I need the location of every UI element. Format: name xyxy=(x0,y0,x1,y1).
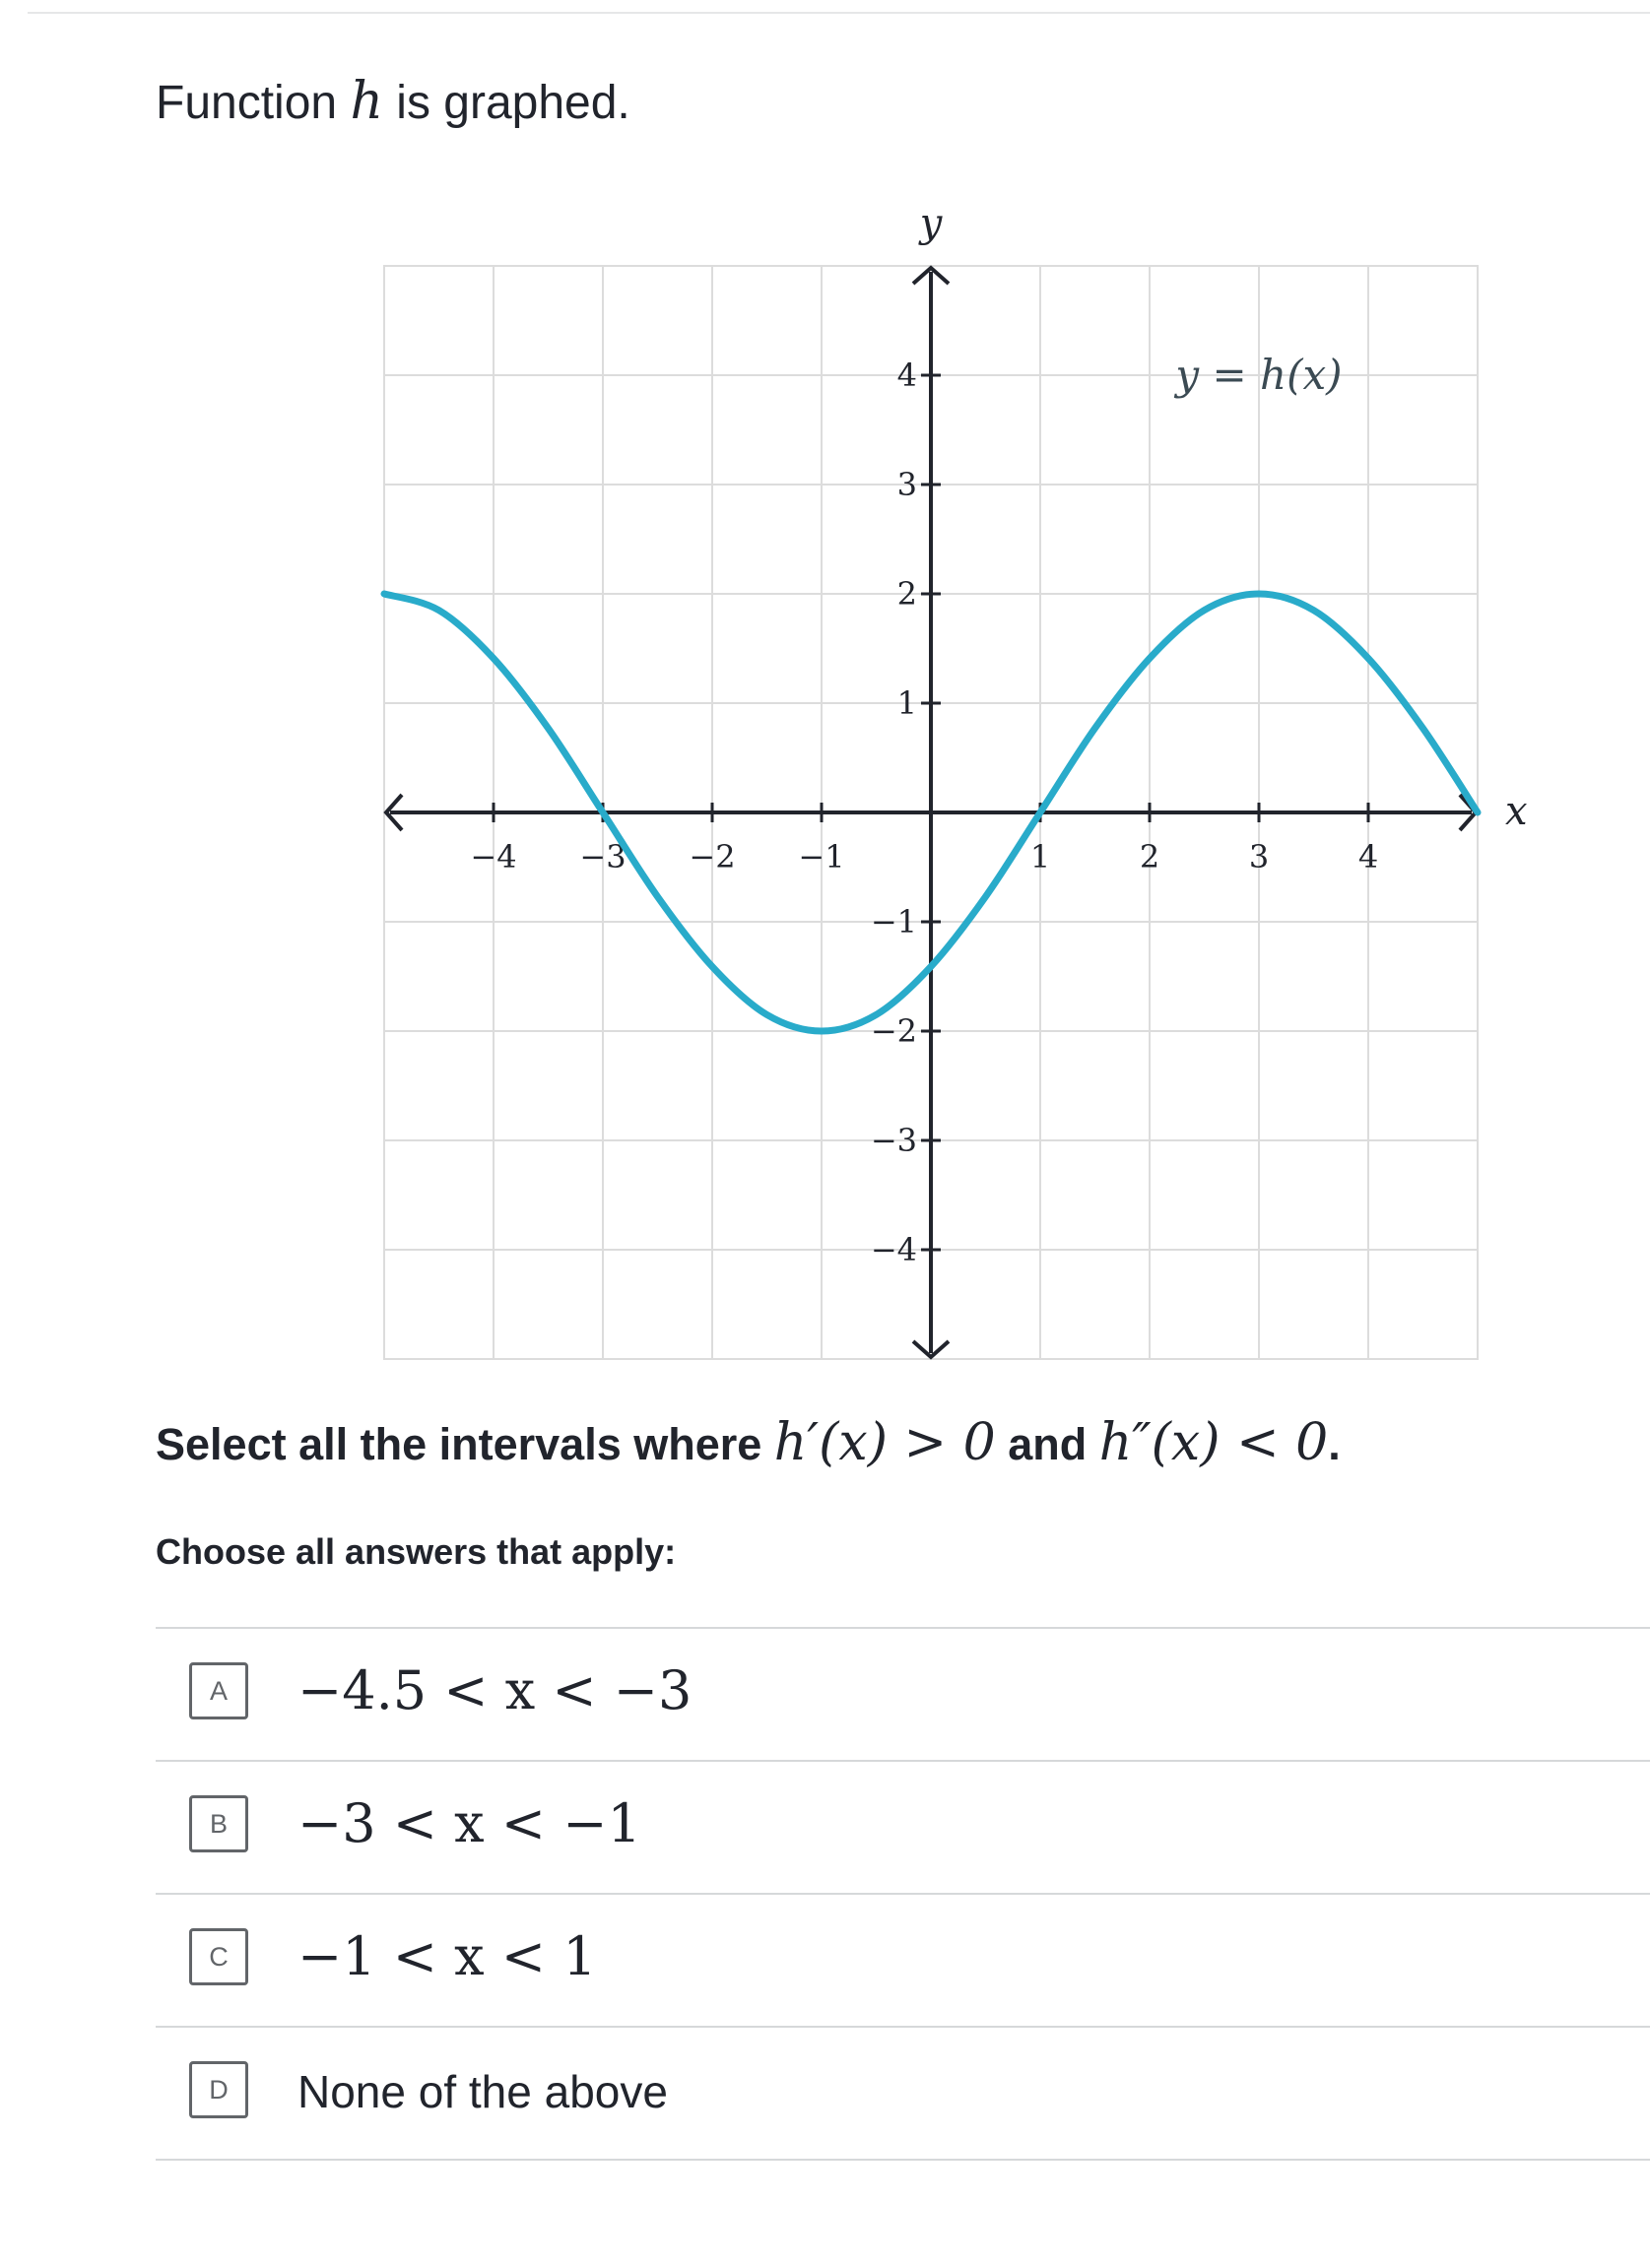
instruction-text: Choose all answers that apply: xyxy=(156,1531,677,1572)
question-math-2: h″(x) < 0 xyxy=(1098,1413,1329,1472)
choice-b-letter: B xyxy=(189,1795,248,1852)
choice-a[interactable] xyxy=(156,1629,1650,1762)
function-graph xyxy=(374,187,1547,1379)
y-tick-label: −1 xyxy=(870,903,917,940)
y-tick-label: 1 xyxy=(896,684,917,722)
top-divider xyxy=(28,12,1650,14)
choice-d-letter: D xyxy=(189,2061,248,2118)
x-tick-label: 2 xyxy=(1139,838,1160,875)
axes xyxy=(386,268,1476,1357)
x-tick-label: −1 xyxy=(798,838,845,875)
choice-a-text: −4.5 < x < −3 xyxy=(297,1659,693,1721)
choice-d[interactable] xyxy=(156,2028,1650,2161)
question-text-1: Select all the intervals where xyxy=(156,1419,774,1469)
prompt-text xyxy=(156,69,630,136)
question-text-2: and xyxy=(995,1419,1099,1469)
x-tick-label: 1 xyxy=(1029,838,1051,875)
y-tick-label: −4 xyxy=(870,1231,917,1268)
labels xyxy=(918,201,1528,834)
y-tick-label: −2 xyxy=(870,1012,917,1050)
x-tick-label: −3 xyxy=(579,838,627,875)
function-variable: h xyxy=(350,72,383,131)
y-tick-label: 3 xyxy=(896,466,917,503)
choice-a-letter: A xyxy=(189,1662,248,1719)
y-tick-label: 2 xyxy=(896,575,917,613)
question-text-3: . xyxy=(1328,1419,1341,1469)
x-tick-label: 4 xyxy=(1357,838,1379,875)
prompt-text-after: is graphed. xyxy=(382,77,630,129)
choice-c-letter: C xyxy=(189,1928,248,1985)
function-label: y = h(x) xyxy=(1175,351,1343,399)
prompt-text-before: Function xyxy=(156,77,351,129)
question-math-1: h′(x) > 0 xyxy=(773,1413,996,1472)
choice-b-text: −3 < x < −1 xyxy=(297,1792,641,1854)
choice-c-text: −1 < x < 1 xyxy=(297,1925,597,1987)
x-tick-label: −2 xyxy=(689,838,736,875)
answer-choices xyxy=(156,1627,1650,2161)
question-text xyxy=(156,1408,1341,1479)
y-axis-label: y xyxy=(919,201,943,246)
choice-d-text: None of the above xyxy=(297,2066,668,2117)
x-tick-label: 3 xyxy=(1248,838,1270,875)
choice-b[interactable] xyxy=(156,1762,1650,1895)
choice-c[interactable] xyxy=(156,1895,1650,2028)
y-tick-label: −3 xyxy=(870,1122,917,1159)
x-tick-label: −4 xyxy=(470,838,517,875)
x-axis-label: x xyxy=(1505,789,1528,834)
y-tick-label: 4 xyxy=(896,356,917,394)
